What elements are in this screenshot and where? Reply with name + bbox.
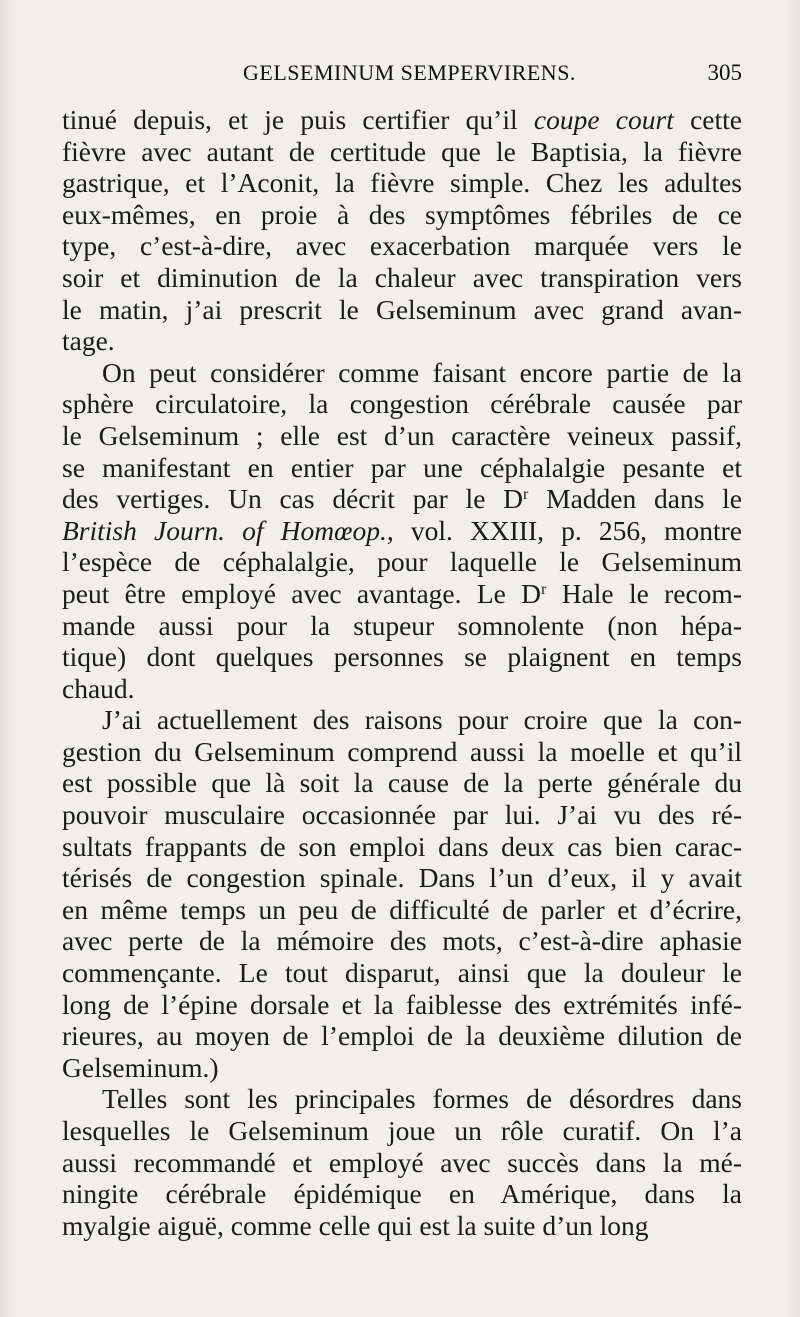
text-line (62, 989, 742, 1021)
text-line (62, 515, 742, 547)
text-line (62, 483, 742, 515)
text-run: rieures, au moyen de l’emploi de la deuxième dilution de (62, 1020, 742, 1052)
text-run: Gelseminum.) (62, 1051, 219, 1083)
text-line (62, 862, 742, 894)
text-line (62, 925, 742, 957)
text-run: type, c’est-à-dire, avec exacerbation marquée vers le (62, 230, 742, 262)
italic-run: British Journ. of Homœop. (62, 514, 387, 546)
text-line (62, 1052, 742, 1084)
text-run: On peut considérer comme faisant encore partie de la (102, 356, 742, 388)
page-number: 305 (707, 60, 742, 85)
text-run: térisés de congestion spinale. Dans l’un d’eux, il y avait (62, 862, 742, 894)
text-run: est possible que là soit la cause de la perte générale du (62, 767, 742, 799)
text-run: sultats frappants de son emploi dans deux cas bien carac- (62, 830, 742, 862)
text-line (62, 357, 742, 389)
text-line (62, 546, 742, 578)
text-run: tinué depuis, et je puis certifier qu’il (62, 104, 534, 135)
text-line (62, 325, 742, 357)
superscript: r (541, 580, 547, 598)
text-line (62, 1115, 742, 1147)
text-run: avec perte de la mémoire des mots, c’est-à-dire aphasie (62, 925, 742, 957)
text-run: mande aussi pour la stupeur somnolente (non hépa- (62, 609, 742, 641)
text-run: chaud. (62, 672, 135, 704)
paragraph (62, 357, 742, 705)
text-run: peut être employé avec avantage. Le D (62, 577, 542, 609)
italic-run: coupe court (533, 104, 674, 135)
text-line (62, 610, 742, 642)
text-line (62, 420, 742, 452)
text-line (62, 799, 742, 831)
text-run: soir et diminution de la chaleur avec transpiration vers (62, 261, 742, 293)
text-run: myalgie aiguë, comme celle qui est la suite d’un long (62, 1209, 649, 1241)
text-run: pouvoir musculaire occasionnée par lui. J’ai vu des ré- (62, 799, 742, 831)
text-line (62, 736, 742, 768)
text-run: eux-mêmes, en proie à des symptômes fébriles de ce (62, 198, 742, 230)
text-line (62, 767, 742, 799)
text-run: gastrique, et l’Aconit, la fièvre simple. Chez les adultes (62, 167, 742, 199)
text-run: tique) dont quelques personnes se plaignent en temps (62, 641, 742, 673)
text-run: , vol. XXIII, p. 256, montre (386, 514, 742, 546)
text-run: sphère circulatoire, la congestion cérébrale causée par (62, 388, 742, 420)
running-head (0, 60, 800, 90)
text-line (62, 452, 742, 484)
text-line (62, 831, 742, 863)
text-run: se manifestant en entier par une céphalalgie pesante et (62, 451, 742, 483)
text-run: l’espèce de céphalalgie, pour laquelle le Gelseminum (62, 546, 742, 578)
text-run: commençante. Le tout disparut, ainsi que la douleur le (62, 957, 742, 989)
text-line (62, 704, 742, 736)
text-run: des vertiges. Un cas décrit par le D (62, 483, 524, 515)
text-line (62, 1210, 742, 1242)
text-line (62, 104, 742, 136)
text-line (62, 294, 742, 326)
text-run: Madden dans le (528, 483, 742, 515)
superscript: r (523, 486, 529, 504)
text-line (62, 1083, 742, 1115)
paragraph (62, 104, 742, 357)
text-line (62, 388, 742, 420)
text-line (62, 1020, 742, 1052)
text-line (62, 641, 742, 673)
text-run: ningite cérébrale épidémique en Amérique, dans la (62, 1178, 742, 1210)
text-line (62, 957, 742, 989)
text-run: le Gelseminum ; elle est d’un caractère veineux passif, (62, 419, 742, 451)
text-run: cette (673, 104, 742, 135)
text-line (62, 1178, 742, 1210)
text-run: long de l’épine dorsale et la faiblesse des extrémités infé- (62, 988, 742, 1020)
text-run: Telles sont les principales formes de désordres dans (102, 1083, 742, 1115)
text-run: tage. (62, 325, 115, 357)
text-line (62, 230, 742, 262)
text-line (62, 894, 742, 926)
text-run: J’ai actuellement des raisons pour croire que la con- (102, 704, 742, 736)
text-run: fièvre avec autant de certitude que le Baptisia, la fièvre (62, 135, 742, 167)
paragraph (62, 704, 742, 1083)
text-run: gestion du Gelseminum comprend aussi la moelle et qu’il (62, 735, 742, 767)
paragraph (62, 1083, 742, 1241)
text-run: en même temps un peu de difficulté de parler et d’écrire, (62, 893, 742, 925)
text-run: aussi recommandé et employé avec succès dans la mé- (62, 1146, 742, 1178)
text-run: le matin, j’ai prescrit le Gelseminum avec grand avan- (62, 293, 742, 325)
body-text (62, 104, 742, 1241)
text-line (62, 262, 742, 294)
running-title: GELSEMINUM SEMPERVIRENS. (243, 60, 576, 85)
text-line (62, 673, 742, 705)
text-run: Hale le recom- (546, 577, 742, 609)
text-line (62, 199, 742, 231)
text-run: lesquelles le Gelseminum joue un rôle curatif. On l’a (62, 1115, 742, 1146)
text-line (62, 1147, 742, 1179)
text-line (62, 136, 742, 168)
text-line (62, 578, 742, 610)
text-line (62, 167, 742, 199)
